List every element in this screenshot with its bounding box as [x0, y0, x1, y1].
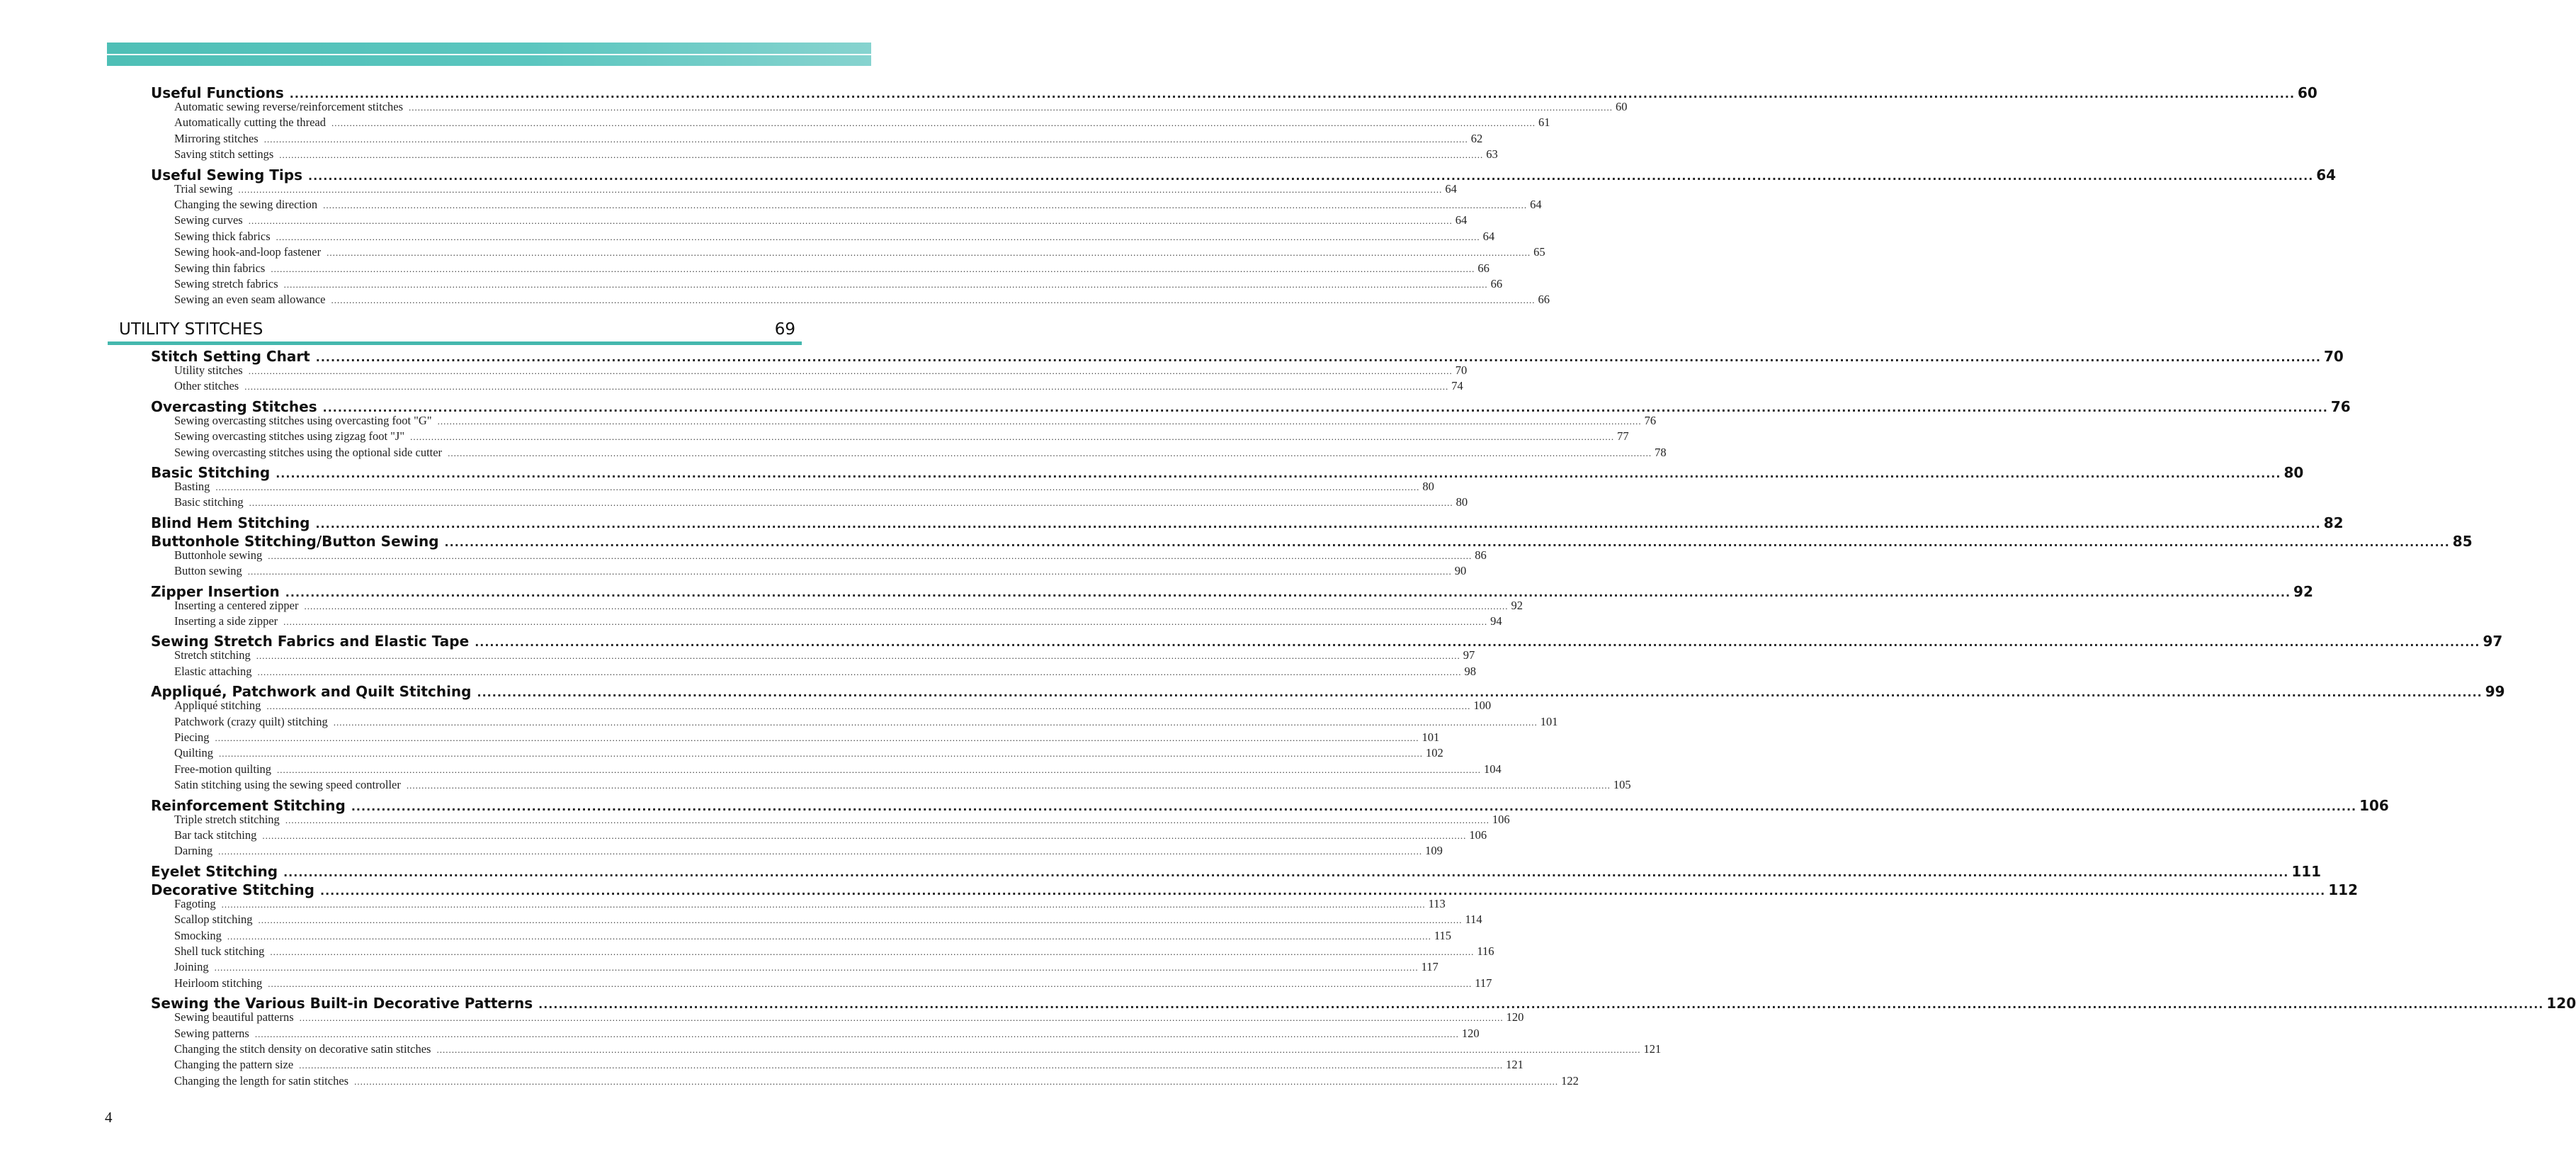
toc-page-number: 64 — [1455, 213, 1468, 227]
dot-leader: ................................................................................................................................................................................................................................................................................................................................................................................................................ — [285, 814, 1490, 825]
toc-entry[interactable] — [174, 495, 1468, 510]
toc-entry[interactable] — [174, 479, 1434, 495]
toc-entry[interactable] — [174, 714, 1558, 730]
toc-label: Basic stitching — [174, 495, 244, 509]
toc-page-number: 92 — [1511, 598, 1523, 612]
section-heading[interactable] — [119, 319, 795, 340]
header-band — [107, 43, 871, 66]
toc-page-number: 106 — [2359, 796, 2389, 814]
dot-leader: ................................................................................................................................................................................................................................................................................................................................................................................................................ — [437, 415, 1642, 427]
toc-entry[interactable] — [174, 745, 1443, 761]
dot-leader: ................................................................................................................................................................................................................................................................................................................................................................................................................ — [304, 600, 1509, 611]
dot-leader: ................................................................................................................................................................................................................................................................................................................................................................................................................ — [238, 183, 1443, 195]
toc-page-number: 111 — [2291, 862, 2322, 880]
toc-label: Mirroring stitches — [174, 131, 259, 145]
toc-entry[interactable] — [174, 548, 1487, 563]
toc-page-number: 60 — [2298, 84, 2317, 101]
toc-label: Smocking — [174, 928, 222, 942]
toc-page-number: 80 — [1422, 480, 1434, 493]
toc-page-number: 63 — [1486, 147, 1498, 162]
toc-entry[interactable] — [174, 181, 1457, 197]
toc-label: Sewing beautiful patterns — [174, 1010, 294, 1024]
toc-entry[interactable] — [174, 378, 1463, 394]
section-divider — [108, 341, 802, 345]
toc-label: Automatically cutting the thread — [174, 115, 326, 130]
dot-leader: ................................................................................................................................................................................................................................................................................................................................................................................................................ — [262, 830, 1467, 841]
toc-page-number: 97 — [1463, 648, 1475, 662]
toc-label: Sewing overcasting stitches using overcasting foot "G" — [174, 413, 432, 427]
dot-leader: ................................................................................................................................................................................................................................................................................................................................................................................................................ — [436, 1044, 1641, 1055]
toc-label: Sewing hook-and-loop fastener — [174, 245, 322, 259]
toc-entry[interactable] — [174, 99, 1628, 115]
toc-label: Zipper Insertion — [151, 582, 280, 600]
dot-leader: ................................................................................................................................................................................................................................................................................................................................................................................................................ — [266, 701, 1471, 712]
toc-label: Buttonhole Stitching/Button Sewing — [151, 532, 439, 550]
toc-label: Changing the pattern size — [174, 1058, 294, 1072]
dot-leader: ................................................................................................................................................................................................................................................................................................................................................................................................................ — [248, 215, 1453, 227]
dot-leader: ................................................................................................................................................................................................................................................................................................................................................................................................................ — [270, 947, 1475, 957]
dot-leader: ................................................................................................................................................................................................................................................................................................................................................................................................................ — [219, 748, 1424, 759]
toc-entry[interactable] — [174, 363, 1468, 378]
dot-leader: ................................................................................................................................................................................................................................................................................................................................................................................................................ — [354, 1075, 1559, 1087]
toc-label: Inserting a side zipper — [174, 614, 278, 628]
dot-leader: ................................................................................................................................................................................................................................................................................................................................................................................................................ — [256, 650, 1460, 662]
toc-entry[interactable] — [174, 197, 1542, 213]
toc-label: Sewing thin fabrics — [174, 261, 266, 275]
toc-page-number: 66 — [1490, 277, 1503, 290]
toc-page-number: 74 — [1451, 379, 1463, 393]
dot-leader: ................................................................................................................................................................................................................................................................................................................................................................................................................ — [448, 447, 1652, 458]
toc-label: Overcasting Stitches — [151, 397, 317, 415]
toc-label: Eyelet Stitching — [151, 862, 278, 880]
toc-entry[interactable] — [174, 1073, 1579, 1089]
toc-page-number: 64 — [1482, 229, 1495, 243]
toc-label: Basic Stitching — [151, 464, 271, 481]
toc-page-number: 82 — [2323, 514, 2344, 531]
dot-leader: ................................................................................................................................................................................................................................................................................................................................................................................................................ — [254, 1028, 1459, 1039]
toc-entry[interactable] — [174, 944, 1494, 959]
toc-page-number: 77 — [1617, 429, 1629, 444]
toc-page-number: 122 — [1561, 1073, 1579, 1088]
toc-entry[interactable] — [174, 777, 1631, 793]
toc-page-number: 121 — [1643, 1042, 1662, 1056]
toc-page-number: 109 — [1425, 844, 1443, 858]
dot-leader: ................................................................................................................................................................................................................................................................................................................................................................................................................ — [333, 716, 1538, 728]
toc-label: Changing the stitch density on decorative satin stitches — [174, 1042, 431, 1056]
toc-entry[interactable] — [174, 229, 1495, 244]
toc-page-number: 115 — [1434, 928, 1452, 942]
dot-leader: ................................................................................................................................................................................................................................................................................................................................................................................................................ — [279, 149, 1484, 161]
toc-page-number: 98 — [1464, 664, 1476, 678]
dot-leader: ................................................................................................................................................................................................................................................................................................................................................................................................................ — [322, 400, 2328, 414]
toc-entry[interactable] — [174, 563, 1467, 579]
toc-entry[interactable] — [174, 276, 1503, 292]
toc-page-number: 66 — [1538, 293, 1550, 307]
toc-label: Appliqué, Patchwork and Quilt Stitching — [151, 683, 472, 701]
dot-leader: ................................................................................................................................................................................................................................................................................................................................................................................................................ — [221, 898, 1426, 910]
toc-page-number: 105 — [1613, 778, 1631, 792]
dot-leader: ................................................................................................................................................................................................................................................................................................................................................................................................................ — [263, 133, 1468, 145]
toc-label: Blind Hem Stitching — [151, 514, 310, 531]
toc-entry[interactable] — [174, 614, 1502, 629]
toc-entry[interactable] — [174, 812, 1510, 828]
dot-leader: ................................................................................................................................................................................................................................................................................................................................................................................................................ — [299, 1012, 1504, 1024]
dot-leader: ................................................................................................................................................................................................................................................................................................................................................................................................................ — [215, 482, 1420, 492]
toc-label: Reinforcement Stitching — [151, 796, 346, 814]
toc-page-number: 61 — [1538, 115, 1550, 130]
dot-leader: ................................................................................................................................................................................................................................................................................................................................................................................................................ — [215, 733, 1419, 743]
toc-label: Sewing curves — [174, 213, 243, 227]
dot-leader: ................................................................................................................................................................................................................................................................................................................................................................................................................ — [257, 666, 1462, 677]
section-title: UTILITY STITCHES — [119, 320, 263, 339]
toc-label: Changing the sewing direction — [174, 198, 318, 211]
dot-leader: ................................................................................................................................................................................................................................................................................................................................................................................................................ — [277, 764, 1482, 775]
toc-entry[interactable] — [174, 828, 1487, 843]
dot-leader: ................................................................................................................................................................................................................................................................................................................................................................................................................ — [258, 915, 1463, 926]
toc-entry[interactable] — [174, 912, 1482, 927]
dot-leader: ................................................................................................................................................................................................................................................................................................................................................................................................................ — [268, 550, 1473, 561]
toc-label: Shell tuck stitching — [174, 944, 265, 958]
toc-entry[interactable] — [174, 115, 1550, 130]
toc-label: Heirloom stitching — [174, 976, 263, 990]
toc-entry[interactable] — [174, 648, 1475, 663]
toc-entry[interactable] — [174, 664, 1476, 679]
toc-page-number: 90 — [1454, 564, 1467, 578]
toc-label: Sewing thick fabrics — [174, 229, 271, 243]
dot-leader: ................................................................................................................................................................................................................................................................................................................................................................................................................ — [249, 497, 1453, 509]
toc-page-number: 100 — [1473, 699, 1492, 713]
toc-label: Quilting — [174, 746, 214, 760]
toc-page-number: 101 — [1422, 730, 1440, 744]
toc-page-number: 62 — [1470, 131, 1483, 145]
toc-page-number: 60 — [1616, 100, 1628, 113]
toc-label: Scallop stitching — [174, 913, 253, 927]
toc-label: Basting — [174, 480, 210, 493]
dot-leader: ................................................................................................................................................................................................................................................................................................................................................................................................................ — [444, 535, 2450, 549]
dot-leader: ................................................................................................................................................................................................................................................................................................................................................................................................................ — [475, 636, 2480, 650]
toc-page-number: 117 — [1421, 960, 1439, 974]
toc-page-number: 70 — [2324, 348, 2344, 365]
toc-label: Trial sewing — [174, 181, 233, 196]
toc-page-number: 94 — [1490, 614, 1502, 628]
toc-page-number: 120 — [1506, 1010, 1524, 1024]
toc-label: Satin stitching using the sewing speed controller — [174, 778, 401, 792]
toc-entry[interactable] — [174, 959, 1439, 975]
toc-label: Buttonhole sewing — [174, 548, 263, 562]
toc-label: Sewing patterns — [174, 1026, 249, 1040]
page-number: 4 — [105, 1109, 113, 1126]
toc-label: Useful Functions — [151, 84, 284, 101]
toc-entry[interactable] — [174, 730, 1440, 745]
dot-leader: ................................................................................................................................................................................................................................................................................................................................................................................................................ — [320, 883, 2326, 898]
toc-page-number: 80 — [1456, 495, 1468, 509]
toc-page-number: 117 — [1475, 976, 1492, 990]
toc-page-number: 92 — [2293, 582, 2313, 600]
dot-leader: ................................................................................................................................................................................................................................................................................................................................................................................................................ — [308, 169, 2314, 183]
toc-entry[interactable] — [174, 445, 1667, 461]
toc-heading[interactable] — [151, 514, 2344, 532]
dot-leader: ................................................................................................................................................................................................................................................................................................................................................................................................................ — [409, 102, 1613, 113]
toc-page-number: 76 — [2330, 397, 2351, 415]
toc-page-number: 113 — [1428, 896, 1446, 910]
toc-page-number: 120 — [1461, 1026, 1480, 1040]
toc-entry[interactable] — [174, 292, 1550, 307]
dot-leader: ................................................................................................................................................................................................................................................................................................................................................................................................................ — [271, 263, 1475, 274]
toc-entry[interactable] — [174, 429, 1629, 444]
header-band-stripe — [107, 54, 871, 55]
toc-label: Decorative Stitching — [151, 881, 314, 898]
toc-label: Free-motion quilting — [174, 762, 272, 776]
dot-leader: ................................................................................................................................................................................................................................................................................................................................................................................................................ — [276, 231, 1480, 242]
toc-page-number: 116 — [1477, 944, 1494, 958]
toc-entry[interactable] — [174, 244, 1545, 260]
section-page: 69 — [774, 320, 795, 339]
toc-label: Darning — [174, 844, 213, 858]
toc-label: Utility stitches — [174, 363, 243, 377]
dot-leader: ................................................................................................................................................................................................................................................................................................................................................................................................................ — [351, 799, 2357, 813]
toc-page-number: 112 — [2328, 881, 2358, 898]
toc-entry[interactable] — [174, 1041, 1662, 1057]
toc-label: Changing the length for satin stitches — [174, 1073, 349, 1088]
toc-label: Sewing overcasting stitches using zigzag foot "J" — [174, 429, 405, 444]
dot-leader: ................................................................................................................................................................................................................................................................................................................................................................................................................ — [227, 930, 1431, 942]
toc-entry[interactable] — [174, 598, 1523, 614]
dot-leader: ................................................................................................................................................................................................................................................................................................................................................................................................................ — [315, 351, 2321, 364]
toc-page-number: 97 — [2483, 633, 2503, 650]
toc-page-number: 101 — [1540, 714, 1558, 728]
toc-page-number: 66 — [1477, 261, 1490, 275]
toc-page-number: 70 — [1455, 363, 1468, 377]
dot-leader: ................................................................................................................................................................................................................................................................................................................................................................................................................ — [331, 118, 1536, 129]
toc-label: Sewing Stretch Fabrics and Elastic Tape — [151, 633, 470, 650]
toc-page-number: 102 — [1426, 746, 1443, 760]
toc-label: Sewing overcasting stitches using the optional side cutter — [174, 445, 443, 459]
toc-label: Useful Sewing Tips — [151, 166, 303, 183]
toc-label: Bar tack stitching — [174, 828, 257, 842]
toc-entry[interactable] — [174, 976, 1492, 991]
dot-leader: ................................................................................................................................................................................................................................................................................................................................................................................................................ — [283, 279, 1488, 290]
toc-entry[interactable] — [174, 147, 1498, 162]
dot-leader: ................................................................................................................................................................................................................................................................................................................................................................................................................ — [283, 616, 1488, 627]
toc-entry[interactable] — [174, 762, 1502, 777]
toc-label: Triple stretch stitching — [174, 812, 280, 826]
dot-leader: ................................................................................................................................................................................................................................................................................................................................................................................................................ — [268, 978, 1473, 989]
toc-page-number: 121 — [1506, 1058, 1524, 1072]
toc-entry[interactable] — [174, 413, 1657, 429]
toc-page-number: 106 — [1492, 812, 1510, 826]
toc-page-number: 80 — [2283, 464, 2304, 481]
dot-leader: ................................................................................................................................................................................................................................................................................................................................................................................................................ — [285, 585, 2291, 599]
toc-entry[interactable] — [174, 261, 1490, 276]
toc-entry[interactable] — [174, 698, 1492, 713]
toc-label: Piecing — [174, 730, 210, 744]
toc-entry[interactable] — [174, 1026, 1480, 1041]
toc-label: Sewing an even seam allowance — [174, 293, 326, 307]
toc-label: Button sewing — [174, 564, 242, 578]
toc-label: Patchwork (crazy quilt) stitching — [174, 714, 328, 728]
toc-label: Joining — [174, 960, 209, 974]
toc-label: Inserting a centered zipper — [174, 598, 299, 612]
toc-page-number: 114 — [1465, 913, 1482, 927]
toc-page-number: 106 — [1469, 828, 1487, 842]
toc-entry[interactable] — [174, 213, 1468, 228]
toc-page-number: 65 — [1533, 245, 1545, 259]
dot-leader: ................................................................................................................................................................................................................................................................................................................................................................................................................ — [323, 200, 1528, 210]
toc-page-number: 120 — [2546, 995, 2576, 1012]
toc-label: Appliqué stitching — [174, 699, 261, 713]
toc-entry[interactable] — [174, 1010, 1524, 1025]
toc-page-number: 104 — [1484, 762, 1502, 776]
dot-leader: ................................................................................................................................................................................................................................................................................................................................................................................................................ — [283, 865, 2289, 879]
toc-entry[interactable] — [174, 131, 1483, 147]
dot-leader: ................................................................................................................................................................................................................................................................................................................................................................................................................ — [327, 247, 1531, 259]
toc-label: Sewing the Various Built-in Decorative Patterns — [151, 995, 533, 1012]
toc-label: Elastic attaching — [174, 664, 252, 678]
dot-leader: ................................................................................................................................................................................................................................................................................................................................................................................................................ — [248, 366, 1453, 376]
toc-entry[interactable] — [174, 1057, 1524, 1073]
toc-page-number: 64 — [1530, 198, 1542, 211]
dot-leader: ................................................................................................................................................................................................................................................................................................................................................................................................................ — [299, 1060, 1504, 1071]
toc-label: Fagoting — [174, 896, 216, 910]
toc-page-number: 76 — [1644, 413, 1657, 427]
toc-page-number: 64 — [1445, 181, 1457, 196]
dot-leader: ................................................................................................................................................................................................................................................................................................................................................................................................................ — [289, 87, 2296, 101]
toc-heading[interactable] — [151, 862, 2322, 881]
dot-leader: ................................................................................................................................................................................................................................................................................................................................................................................................................ — [331, 295, 1536, 306]
dot-leader: ................................................................................................................................................................................................................................................................................................................................................................................................................ — [244, 381, 1449, 393]
toc-label: Sewing stretch fabrics — [174, 277, 278, 290]
toc-label: Other stitches — [174, 379, 239, 393]
toc-label: Saving stitch settings — [174, 147, 274, 162]
dot-leader: ................................................................................................................................................................................................................................................................................................................................................................................................................ — [276, 467, 2281, 480]
toc-page-number: 64 — [2316, 166, 2337, 183]
toc-page-number: 85 — [2452, 532, 2473, 550]
toc-label: Stitch Setting Chart — [151, 348, 310, 365]
toc-page-number: 86 — [1475, 548, 1487, 562]
dot-leader: ................................................................................................................................................................................................................................................................................................................................................................................................................ — [214, 962, 1419, 973]
toc-entry[interactable] — [174, 896, 1446, 912]
toc-label: Automatic sewing reverse/reinforcement stitches — [174, 100, 404, 113]
toc-label: Stretch stitching — [174, 648, 251, 662]
toc-entry[interactable] — [174, 843, 1443, 859]
dot-leader: ................................................................................................................................................................................................................................................................................................................................................................................................................ — [406, 780, 1611, 791]
dot-leader: ................................................................................................................................................................................................................................................................................................................................................................................................................ — [410, 431, 1615, 443]
dot-leader: ................................................................................................................................................................................................................................................................................................................................................................................................................ — [315, 516, 2321, 531]
toc-page-number: 78 — [1655, 445, 1667, 459]
dot-leader: ................................................................................................................................................................................................................................................................................................................................................................................................................ — [538, 998, 2544, 1012]
dot-leader: ................................................................................................................................................................................................................................................................................................................................................................................................................ — [477, 686, 2483, 700]
toc-entry[interactable] — [174, 928, 1452, 944]
toc-page-number: 99 — [2485, 683, 2505, 701]
dot-leader: ................................................................................................................................................................................................................................................................................................................................................................................................................ — [218, 846, 1423, 857]
dot-leader: ................................................................................................................................................................................................................................................................................................................................................................................................................ — [247, 566, 1452, 577]
